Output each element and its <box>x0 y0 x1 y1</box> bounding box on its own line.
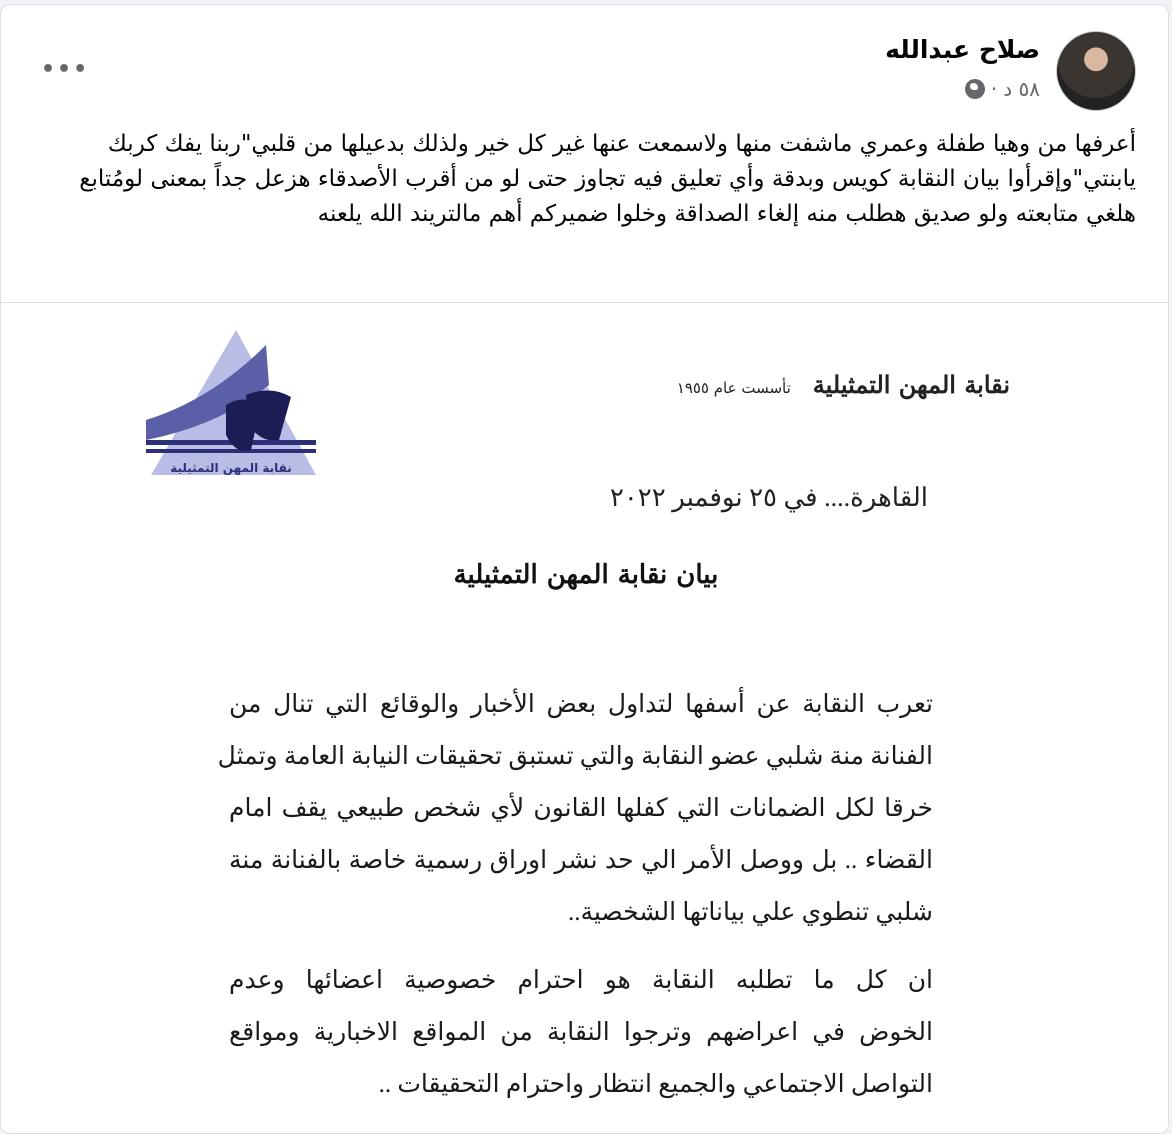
logo-text: نقابة المهن التمثيلية <box>170 461 292 475</box>
document-date: القاهرة.... في ٢٥ نوفمبر ٢٠٢٢ <box>609 483 928 512</box>
post-meta <box>965 77 1040 101</box>
letterhead-founded: تأسست عام ١٩٥٥ <box>676 379 791 397</box>
post-card <box>0 4 1169 1134</box>
paragraph-1 <box>217 679 933 939</box>
more-options-icon[interactable]: ••• <box>41 57 90 82</box>
letterhead-name: نقابة المهن التمثيلية <box>812 370 1010 399</box>
text-line: ان كل ما تطلبه النقابة هو احترام خصوصية اعضائها وعدم <box>229 967 933 994</box>
text-line: القضاء .. بل ووصل الأمر الي حد نشر اوراق رسمية خاصة بالفنانة منة <box>229 847 933 874</box>
text-line: التواصل الاجتماعي والجميع انتظار واحترام التحقيقات .. <box>378 1071 933 1098</box>
text-line: خرقا لكل الضمانات التي كفلها القانون لأي شخص طبيعي يقف امام <box>229 795 933 822</box>
paragraph-2 <box>229 955 933 1111</box>
author-name[interactable]: صلاح عبدالله <box>885 35 1040 64</box>
letterhead <box>677 370 1010 399</box>
text-line: تعرب النقابة عن أسفها لتداول بعض الأخبار والوقائع التي تنال من <box>229 691 933 718</box>
document-title: بيان نقابة المهن التمثيلية <box>453 560 719 590</box>
text-line: الخوض في اعراضهم وترجوا النقابة من المواقع الاخبارية ومواقع <box>229 1019 933 1046</box>
author-avatar[interactable] <box>1056 31 1136 111</box>
meta-dot: · <box>990 77 998 101</box>
syndicate-logo <box>141 325 321 485</box>
text-line: شلبي تنطوي علي بياناتها الشخصية.. <box>567 899 933 926</box>
post-time[interactable]: ٥٨ د <box>1003 77 1040 101</box>
post-text: أعرفها من وهيا طفلة وعمري ماشفت منها ولاسمعت عنها غير كل خير ولذلك بدعيلها من قلبي"ربنا يفك كربك يابنتي"وإقرأوا بيان النقابة كويس وبدقة وأي تعليق فيه تجاوز حتى لو من أقرب الأصدقاء هزعل جداً بمعنى لومُتابع هلغي متابعته ولو صديق هطلب منه إلغاء الصداقة وخلوا ضميركم أهم مالتريند الله يلعنه <box>79 131 1136 227</box>
text-line: الفنانة منة شلبي عضو النقابة والتي تستبق تحقيقات النيابة العامة وتمثل <box>217 743 933 770</box>
globe-icon[interactable] <box>965 79 985 99</box>
